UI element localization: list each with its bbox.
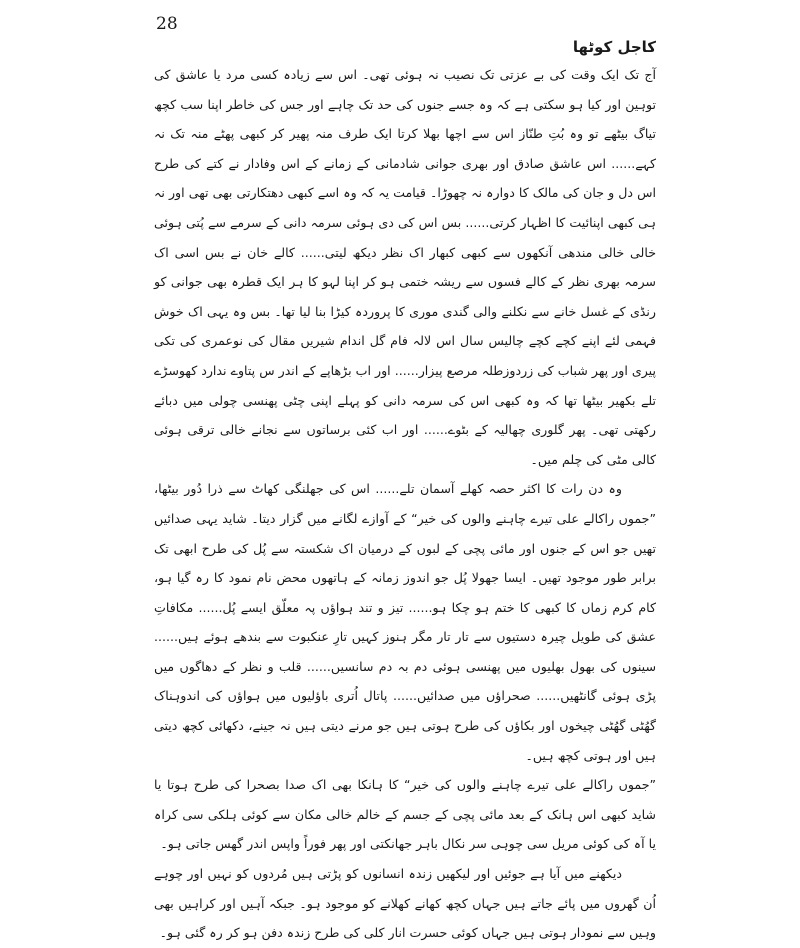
body-text — [154, 60, 656, 948]
paragraph: وہ دن رات کا اکثر حصہ کھلے آسمان تلے...... اس کی جھلنگی کھاٹ سے ذرا دُور بیٹھا، ”جموں راکالے علی تیرے چاہنے والوں کی خیر“ کے آوازے لگانے میں گزار دیتا۔ شاید یہی صدائیں تھیں جو اس کے جنوں اور مائی پچی کے لبوں کے درمیان اک شکستہ سے پُل کی طرح ابھی تک برابر طور موجود تھیں۔ ایسا جھولا پُل جو اندوز زمانہ کے ہاتھوں محض نام نمود کا رہ گیا ہو، کام کرم زماں کا کبھی کا ختم ہو چکا ہو...... تیز و تند ہواؤں پہ معلّق ایسے پُل...... مکافاتِ عشق کی طویل چیرہ دستیوں سے تار تار مگر ہنوز کہیں تارِ عنکبوت سے بندھے ہوئے ہیں...... سینوں کی بھول بھلیوں میں پھنسی ہوئی دم بہ دم سانسیں...... قلب و نظر کے دھاگوں میں پڑی ہوئی گانٹھیں...... صحراؤں میں صدائیں...... پاتال اُتری باؤلیوں میں ہواؤں کی اندوہناک گھُٹی گھُٹی چیخوں اور بکاؤں کی طرح ہوتی ہیں جو مرنے دیتی ہیں نہ جینے، دکھائی کچھ دیتی ہیں اور ہوتی کچھ ہیں۔ — [154, 481, 656, 763]
paragraph: ”جموں راکالے علی تیرے چاہنے والوں کی خیر“ کا ہانکا بھی اک صدا بصحرا کی طرح ہوتا یا شاید کبھی اس ہانک کے بعد مائی پچی کے جسم کے خالم خالی مکان سے کوئی ہلکی سی کراہ یا آہ کی کوئی مریل سی چوہی سر نکال باہر جھانکتی اور پھر فوراً واپس اندر گھس جاتی ہو۔ — [154, 777, 656, 852]
book-page — [134, 0, 672, 941]
page-number: 28 — [156, 14, 178, 34]
running-title: کاجل کوٹھا — [572, 38, 656, 56]
paragraph: دیکھنے میں آیا ہے جوئیں اور لیکھیں زندہ انسانوں کو پڑتی ہیں مُردوں کو نہیں اور چوہے اُن گھروں میں پائے جاتے ہیں جہاں کچھ کھانے کھلانے کو موجود ہو۔ جبکہ آہیں اور کراہیں بھی وہیں سے نمودار ہوتی ہیں جہاں کوئی حسرت انار کلی کی طرح زندہ دفن ہو کر رہ گئی ہو۔ — [154, 866, 656, 941]
paragraph: آج تک ایک وقت کی بے عزتی تک نصیب نہ ہوئی تھی۔ اس سے زیادہ کسی مرد یا عاشق کی توہین اور کیا ہو سکتی ہے کہ وہ جسے جنوں کی حد تک چاہے اور جس کی خاطر اپنا سب کچھ تیاگ بیٹھے تو وہ بُتِ طنّاز اس سے اچھا بھلا کرتا ایک طرف منہ پھیر کر کبھی پھٹے منہ تک نہ کہے...... اس عاشق صادق اور بھری جوانی شادمانی کے زمانے کے اس وفادار نے کتے کی طرح اس دل و جان کی مالک کا دوارہ نہ چھوڑا۔ قیامت یہ کہ وہ اسے کبھی دھتکارتی بھی تھی اور نہ ہی کبھی اپنائیت کا اظہار کرتی...... بس اس کی دی ہوئی سرمہ دانی کے سرمے سے پُتی ہوئی خالی خالی مندھی آنکھوں سے کبھی کبھار اک نظر دیکھ لیتی...... کالے خان نے بس اسی اک سرمہ بھری نظر کے کالے فسوں سے ریشہ ختمی ہو کر اپنا لہو کا ہر ایک قطرہ بھی جوانی کو رنڈی کے غسل خانے سے نکلنے والی گندی موری کا پروردہ کیڑا بنا لیا تھا۔ بس وہ یہی اک خوش فہمی لئے اپنے کچے کچے چالیس سال اس لالہ فام گل اندام شیریں مقال کی نوعمری کی تکی پیری اور پھر شباب کی زردوزطلہ مرصع پیزار...... اور اب بڑھاپے کے اندر س پتاوے ندارد کھوسڑے تلے بکھیر بیٹھا تھا کہ وہ کبھی اس کی سرمہ دانی کو پہلے اپنی چٹی پھنسی چولی میں دبائے رکھتی تھی۔ پھر گلوری چھالیہ کے بٹوے...... اور اب کئی برساتوں سے نجانے خالی ترقی ہوئی کالی مٹی کی چلم میں۔ — [154, 67, 656, 467]
